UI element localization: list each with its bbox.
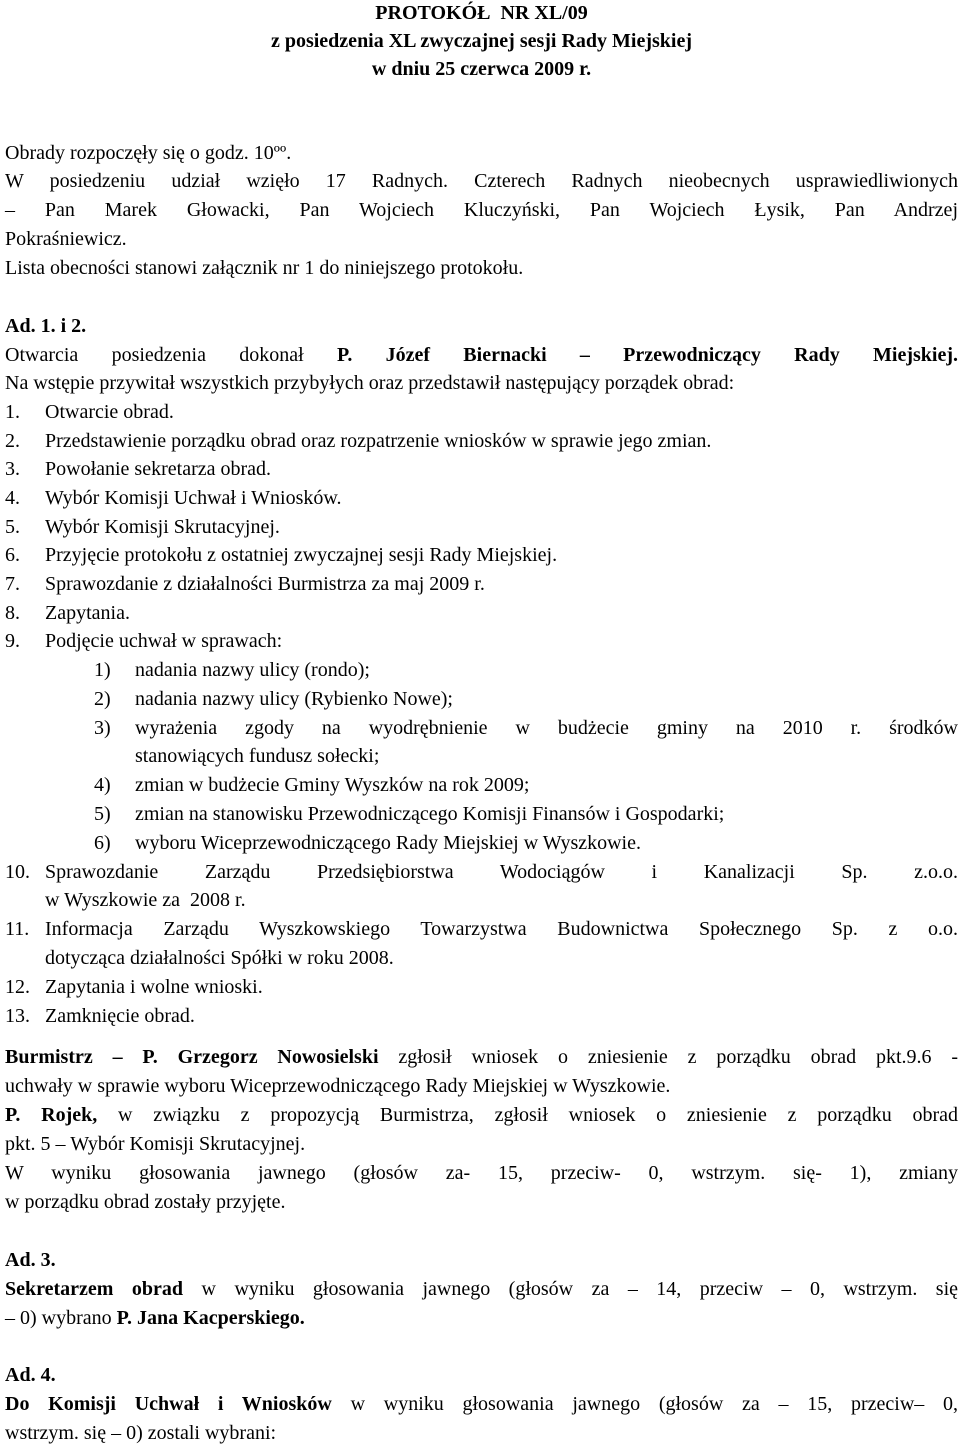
list-item-text: Sprawozdanie Zarządu Przedsiębiorstwa Wodociągów i Kanalizacji Sp. z.o.o. [45,861,958,883]
list-item-text: Przyjęcie protokołu z ostatniej zwyczajnej sesji Rady Miejskiej. [45,544,558,566]
list-item-number: 6. [5,544,20,566]
secretary-election-continuation [5,1305,305,1331]
list-item-text: Przedstawienie porządku obrad oraz rozpatrzenie wniosków w sprawie jego zmian. [45,430,712,452]
committee-election-continuation: wstrzym. się – 0) zostali wybrani: [5,1422,277,1444]
list-item [5,456,958,482]
list-item [5,916,958,942]
list-item-text: Sprawozdanie z działalności Burmistrza za maj 2009 r. [45,573,485,595]
list-item-text: Wybór Komisji Skrutacyjnej. [45,516,280,538]
list-item [5,485,958,511]
vote-result: W wyniku głosowania jawnego (głosów za- 15, przeciw- 0, wstrzym. się- 1), zmiany [5,1162,958,1184]
secretary-election-result: – 0) wybrano [5,1307,117,1329]
document-date: w dniu 25 czerwca 2009 r. [371,58,592,80]
committee-election [5,1391,958,1417]
chairman-name: P. Józef Biernacki – Przewodniczący Rady Miejskiej. [336,344,958,366]
rojek-motion-text: w związku z propozycją Burmistrza, zgłosił wniosek o zniesienie z porządku obrad [97,1104,958,1126]
sub-list-item [5,686,958,712]
list-item-number: 11. [5,918,30,940]
document-subtitle: z posiedzenia XL zwyczajnej sesji Rady Miejskiej [270,30,693,52]
list-item-text: Zapytania i wolne wnioski. [45,976,263,998]
vote-result-continuation: w porządku obrad zostały przyjęte. [5,1191,286,1213]
list-item-text: Otwarcie obrad. [45,401,174,423]
section-heading-ad-3: Ad. 3. [5,1249,56,1271]
list-item-continuation: w Wyszkowie za 2008 r. [45,889,246,911]
intro-absent-list: – Pan Marek Głowacki, Pan Wojciech Kluczyński, Pan Wojciech Łysik, Pan Andrzej [5,199,958,221]
list-item [5,571,958,597]
list-item [5,974,958,1000]
list-item [5,600,958,626]
section-heading-ad-4: Ad. 4. [5,1364,56,1386]
opening-paragraph [5,342,958,368]
list-item [5,428,958,454]
secretary-election-text: w wyniku głosowania jawnego (głosów za – 14, przeciw – 0, wstrzym. się [183,1278,959,1300]
list-item-number: 3. [5,458,20,480]
sub-list-item-text: wyboru Wiceprzewodniczącego Rady Miejskiej w Wyszkowie. [135,832,641,854]
sub-list-item-number: 1) [94,659,111,681]
list-item-number: 4. [5,487,20,509]
sub-list-item-number: 4) [94,774,111,796]
list-item-number: 9. [5,630,20,652]
sub-list-item-number: 5) [94,803,111,825]
list-item-text: Podjęcie uchwał w sprawach: [45,630,283,652]
opening-text: Otwarcia posiedzenia dokonał [5,344,337,366]
list-item-number: 5. [5,516,20,538]
intro-attendance: W posiedzeniu udział wzięło 17 Radnych. Czterech Radnych nieobecnych usprawiedliwionych [5,170,958,192]
secretary-label: Sekretarzem obrad [5,1278,184,1300]
secretary-name: P. Jana Kacperskiego. [116,1307,305,1329]
intro-attendance-note: Lista obecności stanowi załącznik nr 1 do niniejszego protokołu. [5,257,524,279]
sub-list-item-text: wyrażenia zgody na wyodrębnienie w budżecie gminy na 2010 r. środków [135,717,958,739]
sub-list-item-text: nadania nazwy ulicy (rondo); [135,659,370,681]
list-item-text: Zapytania. [45,602,130,624]
list-item [5,859,958,885]
list-item-number: 12. [5,976,30,998]
rojek-motion [5,1102,958,1128]
sub-list-item-text: nadania nazwy ulicy (Rybienko Nowe); [135,688,453,710]
mayor-motion-continuation: uchwały w sprawie wyboru Wiceprzewodniczącego Rady Miejskiej w Wyszkowie. [5,1075,671,1097]
sub-list-item-number: 6) [94,832,111,854]
list-item [5,542,958,568]
section-heading-ad-1-2: Ad. 1. i 2. [5,315,87,337]
sub-list-item [5,657,958,683]
rojek-motion-continuation: pkt. 5 – Wybór Komisji Skrutacyjnej. [5,1133,306,1155]
list-item-number: 8. [5,602,20,624]
list-item-text: Powołanie sekretarza obrad. [45,458,272,480]
committee-election-text: w wyniku głosowania jawnego (głosów za – 15, przeciw– 0, [331,1393,959,1415]
mayor-name: Burmistrz – P. Grzegorz Nowosielski [5,1046,379,1068]
sub-list-item [5,830,958,856]
sub-list-item [5,801,958,827]
list-item-number: 7. [5,573,20,595]
list-item-number: 10. [5,861,30,883]
list-item-number: 1. [5,401,20,423]
list-item-text: Zamknięcie obrad. [45,1005,195,1027]
mayor-motion-text: zgłosił wniosek o zniesienie z porządku obrad pkt.9.6 - [378,1046,959,1068]
agenda-intro: Na wstępie przywitał wszystkich przybyłych oraz przedstawił następujący porządek obrad: [5,372,735,394]
list-item-number: 13. [5,1005,30,1027]
secretary-election [5,1276,958,1302]
document-title: PROTOKÓŁ NR XL/09 [375,2,588,24]
sub-list-item-number: 3) [94,717,111,739]
sub-list-item-continuation: stanowiących fundusz sołecki; [135,745,380,767]
list-item [5,514,958,540]
intro-absent-list-end: Pokraśniewicz. [5,228,127,250]
list-item-text: Informacja Zarządu Wyszkowskiego Towarzystwa Budownictwa Społecznego Sp. z o.o. [45,918,958,940]
intro-start-time: Obrady rozpoczęły się o godz. 10ºº. [5,142,292,164]
list-item [5,1003,958,1029]
list-item [5,628,958,654]
list-item-continuation: dotycząca działalności Spółki w roku 2008. [45,947,394,969]
list-item-text: Wybór Komisji Uchwał i Wniosków. [45,487,342,509]
mayor-motion [5,1044,958,1070]
sub-list-item-text: zmian na stanowisku Przewodniczącego Komisji Finansów i Gospodarki; [135,803,725,825]
rojek-name: P. Rojek, [5,1104,98,1126]
sub-list-item [5,772,958,798]
list-item-number: 2. [5,430,20,452]
list-item [5,399,958,425]
sub-list-item-text: zmian w budżecie Gminy Wyszków na rok 2009; [135,774,530,796]
sub-list-item [5,715,958,741]
sub-list-item-number: 2) [94,688,111,710]
committee-label: Do Komisji Uchwał i Wniosków [5,1393,332,1415]
